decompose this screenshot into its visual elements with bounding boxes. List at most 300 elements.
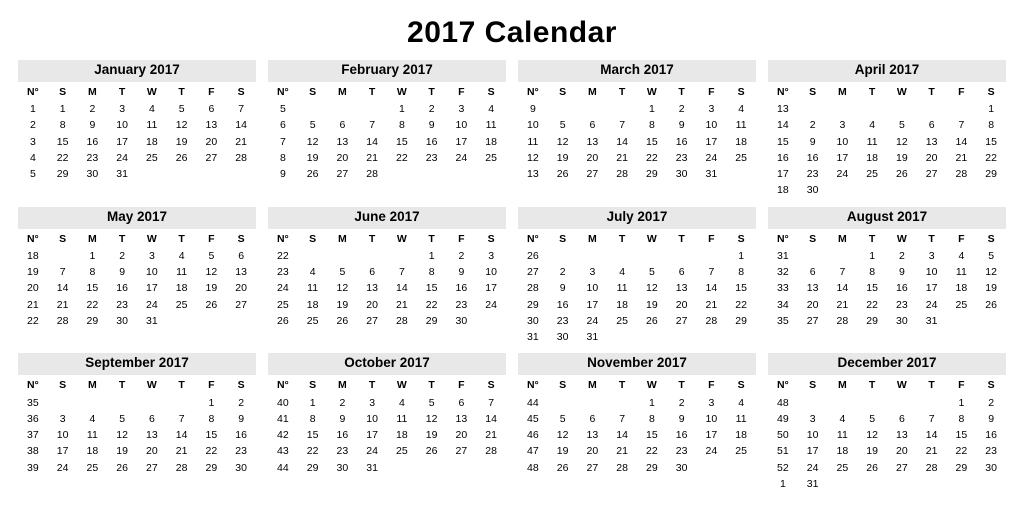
day-cell[interactable]: 12 <box>985 266 997 279</box>
day-cell[interactable]: 9 <box>119 266 126 279</box>
day-cell[interactable]: 29 <box>735 314 747 327</box>
day-cell[interactable]: 7 <box>488 396 495 409</box>
day-cell[interactable]: 25 <box>735 445 747 458</box>
day-cell[interactable]: 9 <box>559 282 566 295</box>
day-cell[interactable]: 4 <box>958 249 965 262</box>
day-cell[interactable]: 29 <box>86 314 99 327</box>
day-cell[interactable]: 13 <box>336 135 349 148</box>
day-cell[interactable]: 22 <box>306 445 319 458</box>
day-cell[interactable]: 17 <box>925 282 938 295</box>
day-cell[interactable]: 16 <box>985 429 997 442</box>
day-cell[interactable]: 2 <box>89 103 96 116</box>
day-cell[interactable]: 18 <box>735 429 747 442</box>
day-cell[interactable]: 29 <box>56 168 69 181</box>
day-cell[interactable]: 23 <box>675 151 688 164</box>
day-cell[interactable]: 21 <box>235 135 247 148</box>
day-cell[interactable]: 3 <box>708 396 715 409</box>
day-cell[interactable]: 20 <box>235 282 247 295</box>
day-cell[interactable]: 18 <box>735 135 747 148</box>
day-cell[interactable]: 6 <box>928 119 935 132</box>
day-cell[interactable]: 27 <box>806 314 819 327</box>
day-cell[interactable]: 1 <box>988 103 995 116</box>
day-cell[interactable]: 2 <box>339 396 346 409</box>
day-cell[interactable]: 9 <box>898 266 905 279</box>
day-cell[interactable]: 5 <box>309 119 316 132</box>
day-cell[interactable]: 2 <box>119 249 126 262</box>
day-cell[interactable]: 10 <box>485 266 497 279</box>
day-cell[interactable]: 23 <box>556 314 569 327</box>
day-cell[interactable]: 5 <box>648 266 655 279</box>
day-cell[interactable]: 15 <box>646 429 658 442</box>
day-cell[interactable]: 30 <box>556 331 569 344</box>
day-cell[interactable]: 6 <box>898 412 905 425</box>
day-cell[interactable]: 11 <box>735 119 747 132</box>
day-cell[interactable]: 28 <box>836 314 849 327</box>
day-cell[interactable]: 15 <box>646 135 658 148</box>
day-cell[interactable]: 8 <box>738 266 745 279</box>
day-cell[interactable]: 21 <box>836 298 849 311</box>
day-cell[interactable]: 14 <box>705 282 718 295</box>
day-cell[interactable]: 29 <box>646 168 658 181</box>
day-cell[interactable]: 17 <box>146 282 158 295</box>
day-cell[interactable]: 25 <box>735 151 747 164</box>
day-cell[interactable]: 9 <box>428 119 435 132</box>
day-cell[interactable]: 27 <box>896 461 908 474</box>
day-cell[interactable]: 6 <box>339 119 346 132</box>
day-cell[interactable]: 5 <box>178 103 185 116</box>
day-cell[interactable]: 2 <box>678 103 685 116</box>
day-cell[interactable]: 30 <box>806 184 819 197</box>
day-cell[interactable]: 28 <box>616 168 628 181</box>
day-cell[interactable]: 31 <box>925 314 938 327</box>
day-cell[interactable]: 17 <box>56 445 69 458</box>
day-cell[interactable]: 18 <box>306 298 319 311</box>
day-cell[interactable]: 30 <box>455 314 468 327</box>
day-cell[interactable]: 21 <box>485 429 497 442</box>
day-cell[interactable]: 19 <box>896 151 908 164</box>
day-cell[interactable]: 12 <box>556 135 569 148</box>
day-cell[interactable]: 29 <box>985 168 997 181</box>
day-cell[interactable]: 15 <box>985 135 997 148</box>
day-cell[interactable]: 7 <box>178 412 185 425</box>
day-cell[interactable]: 30 <box>675 461 688 474</box>
day-cell[interactable]: 8 <box>648 119 655 132</box>
day-cell[interactable]: 5 <box>119 412 126 425</box>
day-cell[interactable]: 20 <box>806 298 819 311</box>
day-cell[interactable]: 11 <box>735 412 747 425</box>
day-cell[interactable]: 21 <box>396 298 408 311</box>
day-cell[interactable]: 21 <box>616 445 628 458</box>
day-cell[interactable]: 3 <box>708 103 715 116</box>
day-cell[interactable]: 25 <box>175 298 188 311</box>
day-cell[interactable]: 14 <box>485 412 497 425</box>
day-cell[interactable]: 10 <box>925 266 938 279</box>
day-cell[interactable]: 3 <box>589 266 596 279</box>
day-cell[interactable]: 16 <box>556 298 569 311</box>
day-cell[interactable]: 6 <box>458 396 465 409</box>
day-cell[interactable]: 28 <box>616 461 628 474</box>
day-cell[interactable]: 8 <box>208 412 215 425</box>
day-cell[interactable]: 26 <box>556 461 569 474</box>
day-cell[interactable]: 10 <box>455 119 468 132</box>
day-cell[interactable]: 4 <box>309 266 316 279</box>
day-cell[interactable]: 17 <box>836 151 849 164</box>
day-cell[interactable]: 22 <box>955 445 968 458</box>
day-cell[interactable]: 19 <box>866 445 878 458</box>
day-cell[interactable]: 28 <box>175 461 188 474</box>
day-cell[interactable]: 15 <box>425 282 438 295</box>
day-cell[interactable]: 6 <box>589 412 596 425</box>
day-cell[interactable]: 6 <box>809 266 816 279</box>
day-cell[interactable]: 24 <box>366 445 378 458</box>
day-cell[interactable]: 26 <box>866 461 878 474</box>
day-cell[interactable]: 4 <box>869 119 876 132</box>
day-cell[interactable]: 30 <box>336 461 349 474</box>
day-cell[interactable]: 1 <box>309 396 316 409</box>
day-cell[interactable]: 19 <box>556 151 569 164</box>
day-cell[interactable]: 17 <box>705 135 718 148</box>
day-cell[interactable]: 9 <box>809 135 816 148</box>
day-cell[interactable]: 2 <box>678 396 685 409</box>
day-cell[interactable]: 25 <box>146 151 158 164</box>
day-cell[interactable]: 17 <box>116 135 128 148</box>
day-cell[interactable]: 13 <box>925 135 938 148</box>
day-cell[interactable]: 16 <box>675 135 688 148</box>
day-cell[interactable]: 16 <box>425 135 438 148</box>
day-cell[interactable]: 3 <box>148 249 155 262</box>
day-cell[interactable]: 13 <box>146 429 158 442</box>
day-cell[interactable]: 9 <box>678 119 685 132</box>
day-cell[interactable]: 26 <box>425 445 438 458</box>
day-cell[interactable]: 1 <box>869 249 876 262</box>
day-cell[interactable]: 5 <box>898 119 905 132</box>
day-cell[interactable]: 13 <box>896 429 908 442</box>
day-cell[interactable]: 26 <box>116 461 128 474</box>
day-cell[interactable]: 9 <box>678 412 685 425</box>
day-cell[interactable]: 24 <box>705 445 718 458</box>
day-cell[interactable]: 13 <box>455 412 468 425</box>
day-cell[interactable]: 31 <box>586 331 599 344</box>
day-cell[interactable]: 8 <box>59 119 66 132</box>
day-cell[interactable]: 13 <box>235 266 247 279</box>
day-cell[interactable]: 1 <box>648 396 655 409</box>
day-cell[interactable]: 22 <box>646 151 658 164</box>
day-cell[interactable]: 4 <box>738 396 745 409</box>
day-cell[interactable]: 7 <box>839 266 846 279</box>
day-cell[interactable]: 4 <box>488 103 495 116</box>
day-cell[interactable]: 25 <box>485 151 497 164</box>
day-cell[interactable]: 17 <box>705 429 718 442</box>
day-cell[interactable]: 17 <box>485 282 497 295</box>
day-cell[interactable]: 30 <box>235 461 247 474</box>
day-cell[interactable]: 24 <box>56 461 69 474</box>
day-cell[interactable]: 5 <box>339 266 346 279</box>
day-cell[interactable]: 30 <box>675 168 688 181</box>
day-cell[interactable]: 11 <box>955 266 967 279</box>
day-cell[interactable]: 26 <box>306 168 319 181</box>
day-cell[interactable]: 8 <box>89 266 96 279</box>
day-cell[interactable]: 18 <box>146 135 158 148</box>
day-cell[interactable]: 31 <box>146 314 158 327</box>
day-cell[interactable]: 14 <box>56 282 69 295</box>
day-cell[interactable]: 18 <box>86 445 99 458</box>
day-cell[interactable]: 12 <box>306 135 319 148</box>
day-cell[interactable]: 28 <box>235 151 247 164</box>
day-cell[interactable]: 18 <box>955 282 968 295</box>
day-cell[interactable]: 24 <box>836 168 849 181</box>
day-cell[interactable]: 16 <box>896 282 908 295</box>
day-cell[interactable]: 14 <box>235 119 247 132</box>
day-cell[interactable]: 17 <box>455 135 468 148</box>
day-cell[interactable]: 3 <box>59 412 66 425</box>
day-cell[interactable]: 23 <box>425 151 438 164</box>
day-cell[interactable]: 18 <box>485 135 497 148</box>
day-cell[interactable]: 20 <box>896 445 908 458</box>
day-cell[interactable]: 29 <box>306 461 319 474</box>
day-cell[interactable]: 30 <box>116 314 128 327</box>
day-cell[interactable]: 26 <box>175 151 188 164</box>
day-cell[interactable]: 16 <box>116 282 128 295</box>
day-cell[interactable]: 27 <box>586 168 599 181</box>
day-cell[interactable]: 15 <box>56 135 69 148</box>
day-cell[interactable]: 8 <box>958 412 965 425</box>
day-cell[interactable]: 1 <box>59 103 66 116</box>
day-cell[interactable]: 10 <box>705 119 718 132</box>
day-cell[interactable]: 9 <box>339 412 346 425</box>
day-cell[interactable]: 15 <box>866 282 878 295</box>
day-cell[interactable]: 11 <box>616 282 628 295</box>
day-cell[interactable]: 16 <box>806 151 819 164</box>
day-cell[interactable]: 1 <box>648 103 655 116</box>
day-cell[interactable]: 28 <box>705 314 718 327</box>
day-cell[interactable]: 8 <box>309 412 316 425</box>
day-cell[interactable]: 13 <box>806 282 819 295</box>
day-cell[interactable]: 19 <box>175 135 188 148</box>
day-cell[interactable]: 1 <box>738 249 745 262</box>
day-cell[interactable]: 8 <box>428 266 435 279</box>
day-cell[interactable]: 25 <box>836 461 849 474</box>
day-cell[interactable]: 24 <box>116 151 128 164</box>
day-cell[interactable]: 23 <box>116 298 128 311</box>
day-cell[interactable]: 27 <box>235 298 247 311</box>
day-cell[interactable]: 3 <box>839 119 846 132</box>
day-cell[interactable]: 6 <box>369 266 376 279</box>
day-cell[interactable]: 4 <box>89 412 96 425</box>
day-cell[interactable]: 11 <box>866 135 878 148</box>
day-cell[interactable]: 29 <box>205 461 218 474</box>
day-cell[interactable]: 5 <box>428 396 435 409</box>
day-cell[interactable]: 20 <box>675 298 688 311</box>
day-cell[interactable]: 11 <box>836 429 848 442</box>
day-cell[interactable]: 24 <box>925 298 938 311</box>
day-cell[interactable]: 2 <box>809 119 816 132</box>
day-cell[interactable]: 22 <box>985 151 997 164</box>
day-cell[interactable]: 5 <box>988 249 995 262</box>
day-cell[interactable]: 15 <box>396 135 408 148</box>
day-cell[interactable]: 4 <box>178 249 185 262</box>
day-cell[interactable]: 20 <box>586 445 599 458</box>
day-cell[interactable]: 17 <box>806 445 819 458</box>
day-cell[interactable]: 19 <box>646 298 658 311</box>
day-cell[interactable]: 14 <box>616 135 628 148</box>
day-cell[interactable]: 19 <box>336 298 349 311</box>
day-cell[interactable]: 6 <box>589 119 596 132</box>
day-cell[interactable]: 3 <box>928 249 935 262</box>
day-cell[interactable]: 7 <box>619 119 626 132</box>
day-cell[interactable]: 19 <box>556 445 569 458</box>
day-cell[interactable]: 5 <box>559 119 566 132</box>
day-cell[interactable]: 21 <box>925 445 938 458</box>
day-cell[interactable]: 27 <box>675 314 688 327</box>
day-cell[interactable]: 4 <box>148 103 155 116</box>
day-cell[interactable]: 26 <box>336 314 349 327</box>
day-cell[interactable]: 9 <box>238 412 245 425</box>
day-cell[interactable]: 22 <box>646 445 658 458</box>
day-cell[interactable]: 5 <box>208 249 215 262</box>
day-cell[interactable]: 18 <box>836 445 849 458</box>
day-cell[interactable]: 26 <box>205 298 218 311</box>
day-cell[interactable]: 15 <box>86 282 99 295</box>
day-cell[interactable]: 13 <box>586 429 599 442</box>
day-cell[interactable]: 12 <box>116 429 128 442</box>
day-cell[interactable]: 14 <box>836 282 849 295</box>
day-cell[interactable]: 22 <box>396 151 408 164</box>
day-cell[interactable]: 31 <box>366 461 378 474</box>
day-cell[interactable]: 7 <box>619 412 626 425</box>
day-cell[interactable]: 13 <box>586 135 599 148</box>
day-cell[interactable]: 15 <box>306 429 319 442</box>
day-cell[interactable]: 30 <box>86 168 99 181</box>
day-cell[interactable]: 2 <box>458 249 465 262</box>
day-cell[interactable]: 23 <box>235 445 247 458</box>
day-cell[interactable]: 10 <box>146 266 158 279</box>
day-cell[interactable]: 19 <box>425 429 438 442</box>
day-cell[interactable]: 21 <box>175 445 188 458</box>
day-cell[interactable]: 11 <box>146 119 158 132</box>
day-cell[interactable]: 11 <box>485 119 497 132</box>
day-cell[interactable]: 5 <box>869 412 876 425</box>
day-cell[interactable]: 23 <box>896 298 908 311</box>
day-cell[interactable]: 25 <box>396 445 408 458</box>
day-cell[interactable]: 7 <box>928 412 935 425</box>
day-cell[interactable]: 21 <box>955 151 968 164</box>
day-cell[interactable]: 7 <box>59 266 66 279</box>
day-cell[interactable]: 16 <box>336 429 349 442</box>
day-cell[interactable]: 2 <box>988 396 995 409</box>
day-cell[interactable]: 6 <box>678 266 685 279</box>
day-cell[interactable]: 25 <box>955 298 968 311</box>
day-cell[interactable]: 17 <box>586 298 599 311</box>
day-cell[interactable]: 3 <box>369 396 376 409</box>
day-cell[interactable]: 14 <box>616 429 628 442</box>
day-cell[interactable]: 12 <box>556 429 569 442</box>
day-cell[interactable]: 25 <box>86 461 99 474</box>
day-cell[interactable]: 24 <box>806 461 819 474</box>
day-cell[interactable]: 15 <box>955 429 968 442</box>
day-cell[interactable]: 16 <box>675 429 688 442</box>
day-cell[interactable]: 28 <box>925 461 938 474</box>
day-cell[interactable]: 4 <box>839 412 846 425</box>
day-cell[interactable]: 3 <box>809 412 816 425</box>
day-cell[interactable]: 10 <box>56 429 69 442</box>
day-cell[interactable]: 31 <box>705 168 718 181</box>
day-cell[interactable]: 18 <box>396 429 408 442</box>
day-cell[interactable]: 3 <box>119 103 126 116</box>
day-cell[interactable]: 24 <box>705 151 718 164</box>
day-cell[interactable]: 20 <box>205 135 218 148</box>
day-cell[interactable]: 8 <box>988 119 995 132</box>
day-cell[interactable]: 21 <box>56 298 69 311</box>
day-cell[interactable]: 20 <box>925 151 938 164</box>
day-cell[interactable]: 6 <box>238 249 245 262</box>
day-cell[interactable]: 29 <box>866 314 878 327</box>
day-cell[interactable]: 23 <box>985 445 997 458</box>
day-cell[interactable]: 12 <box>866 429 878 442</box>
day-cell[interactable]: 12 <box>646 282 658 295</box>
day-cell[interactable]: 6 <box>148 412 155 425</box>
day-cell[interactable]: 22 <box>205 445 218 458</box>
day-cell[interactable]: 13 <box>675 282 688 295</box>
day-cell[interactable]: 20 <box>366 298 378 311</box>
day-cell[interactable]: 21 <box>616 151 628 164</box>
day-cell[interactable]: 10 <box>116 119 128 132</box>
day-cell[interactable]: 26 <box>985 298 997 311</box>
day-cell[interactable]: 10 <box>366 412 378 425</box>
day-cell[interactable]: 23 <box>675 445 688 458</box>
day-cell[interactable]: 22 <box>866 298 878 311</box>
day-cell[interactable]: 2 <box>428 103 435 116</box>
day-cell[interactable]: 24 <box>485 298 497 311</box>
day-cell[interactable]: 16 <box>235 429 247 442</box>
day-cell[interactable]: 22 <box>735 298 747 311</box>
day-cell[interactable]: 30 <box>896 314 908 327</box>
day-cell[interactable]: 20 <box>586 151 599 164</box>
day-cell[interactable]: 7 <box>708 266 715 279</box>
day-cell[interactable]: 18 <box>866 151 878 164</box>
day-cell[interactable]: 18 <box>175 282 188 295</box>
day-cell[interactable]: 25 <box>616 314 628 327</box>
day-cell[interactable]: 22 <box>425 298 438 311</box>
day-cell[interactable]: 9 <box>988 412 995 425</box>
day-cell[interactable]: 29 <box>955 461 968 474</box>
day-cell[interactable]: 11 <box>176 266 188 279</box>
day-cell[interactable]: 28 <box>485 445 497 458</box>
day-cell[interactable]: 12 <box>336 282 349 295</box>
day-cell[interactable]: 4 <box>398 396 405 409</box>
day-cell[interactable]: 10 <box>586 282 599 295</box>
day-cell[interactable]: 13 <box>366 282 378 295</box>
day-cell[interactable]: 28 <box>955 168 968 181</box>
day-cell[interactable]: 24 <box>146 298 158 311</box>
day-cell[interactable]: 11 <box>307 282 319 295</box>
day-cell[interactable]: 30 <box>985 461 997 474</box>
day-cell[interactable]: 11 <box>86 429 98 442</box>
day-cell[interactable]: 15 <box>205 429 218 442</box>
day-cell[interactable]: 23 <box>806 168 819 181</box>
day-cell[interactable]: 14 <box>955 135 968 148</box>
day-cell[interactable]: 19 <box>116 445 128 458</box>
day-cell[interactable]: 9 <box>458 266 465 279</box>
day-cell[interactable]: 19 <box>985 282 997 295</box>
day-cell[interactable]: 25 <box>866 168 878 181</box>
day-cell[interactable]: 10 <box>836 135 849 148</box>
day-cell[interactable]: 22 <box>56 151 69 164</box>
day-cell[interactable]: 3 <box>488 249 495 262</box>
day-cell[interactable]: 27 <box>925 168 938 181</box>
day-cell[interactable]: 8 <box>648 412 655 425</box>
day-cell[interactable]: 14 <box>175 429 188 442</box>
day-cell[interactable]: 1 <box>89 249 96 262</box>
